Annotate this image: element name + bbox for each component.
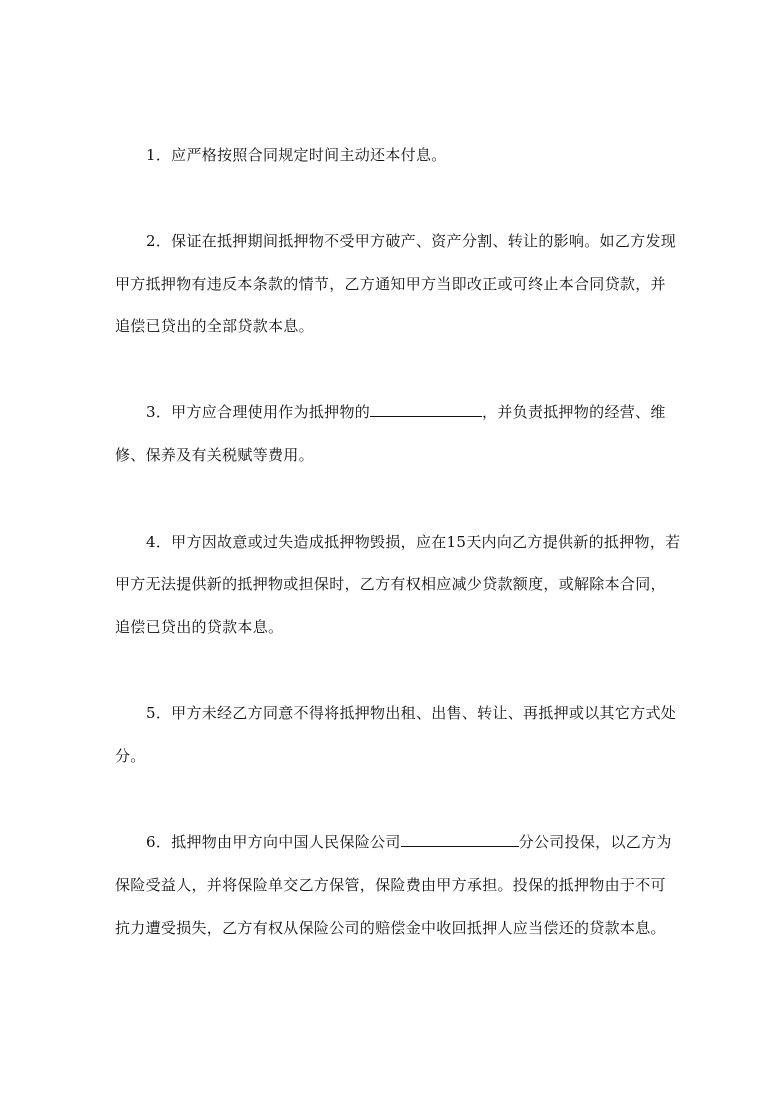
clause-6-line-2: 保险受益人，并将保险单交乙方保管，保险费由甲方承担。投保的抵押物由于不可 [115,876,666,894]
clause-2-line-1: 2．保证在抵押期间抵押物不受甲方破产、资产分割、转让的影响。如乙方发现 [146,232,677,250]
fill-in-blank-collateral[interactable] [370,402,482,417]
clause-5-line-1: 5．甲方未经乙方同意不得将抵押物出租、出售、转让、再抵押或以其它方式处 [146,704,677,722]
clause-3-line-2: 修、保养及有关税赋等费用。 [115,446,314,464]
clause-4-line-2: 甲方无法提供新的抵押物或担保时，乙方有权相应减少贷款额度，或解除本合同， [115,575,666,593]
clause-3-text-after-blank: ，并负责抵押物的经营、维 [482,403,666,421]
clause-3-text-before-blank: 3．甲方应合理使用作为抵押物的 [146,403,371,421]
clause-6-text-before-blank: 6．抵押物由甲方向中国人民保险公司 [146,833,401,851]
clause-6-line-3: 抗力遭受损失，乙方有权从保险公司的赔偿金中收回抵押人应当偿还的贷款本息。 [115,919,666,937]
clause-4-line-1: 4．甲方因故意或过失造成抵押物毁损，应在15天内向乙方提供新的抵押物，若 [146,533,681,551]
clause-2-line-3: 追偿已贷出的全部贷款本息。 [115,317,314,335]
clause-6-line-1 [146,832,672,852]
clause-6-text-after-blank: 分公司投保，以乙方为 [518,833,672,851]
clause-4-line-3: 追偿已贷出的贷款本息。 [115,618,284,636]
clause-1-line-1: 1．应严格按照合同规定时间主动还本付息。 [146,146,447,164]
clause-2-line-2: 甲方抵押物有违反本条款的情节，乙方通知甲方当即改正或可终止本合同贷款，并 [115,275,666,293]
fill-in-blank-insurance-branch[interactable] [401,832,519,847]
clause-5-line-2: 分。 [115,747,146,765]
clause-3-line-1 [146,402,666,422]
